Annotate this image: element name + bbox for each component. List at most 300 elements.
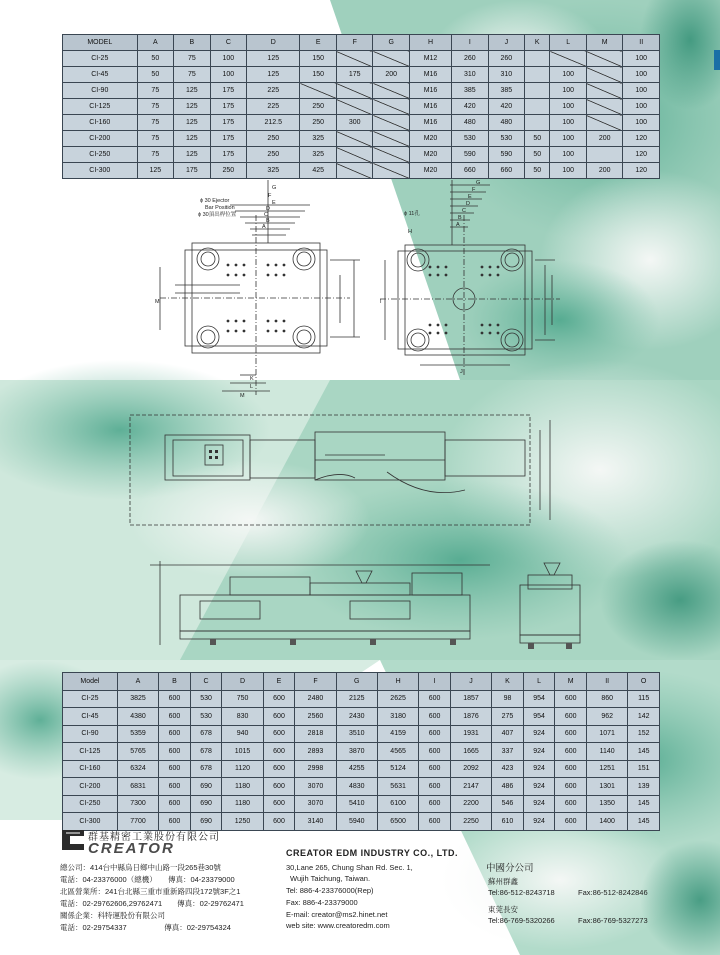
table-cell: 250 — [300, 99, 337, 115]
table-cell: CI-25 — [63, 51, 138, 67]
table-row — [63, 51, 660, 67]
table-cell — [336, 99, 373, 115]
table-cell: 100 — [623, 99, 660, 115]
table-cell: 100 — [623, 51, 660, 67]
table-cell: 75 — [137, 83, 174, 99]
table-cell: CI-300 — [63, 813, 118, 831]
table-cell: 260 — [488, 51, 525, 67]
en-fax: Fax: 886-4-23379000 — [286, 898, 358, 907]
table-cell: 200 — [586, 131, 623, 147]
table-cell: 546 — [492, 795, 524, 813]
table-row — [63, 778, 660, 796]
table-cell: 125 — [174, 147, 211, 163]
table-row — [63, 67, 660, 83]
table-cell: 120 — [623, 147, 660, 163]
table-cell: 6500 — [377, 813, 418, 831]
table-cell — [525, 67, 550, 83]
tw-address-line: 電話：02-29762606,29762471 傳真：02-29762471 — [60, 899, 244, 908]
column-header: J — [450, 673, 491, 691]
company-logo-text: CREATOR — [88, 840, 175, 857]
table-cell: 600 — [555, 725, 587, 743]
table-cell: 6831 — [117, 778, 158, 796]
column-header: F — [295, 673, 336, 691]
table-cell: 678 — [190, 760, 222, 778]
table-cell: CI-200 — [63, 778, 118, 796]
column-header: O — [628, 673, 660, 691]
table-cell — [373, 51, 410, 67]
table-cell: CI-45 — [63, 67, 138, 83]
table-cell: 600 — [555, 690, 587, 708]
tw-address-line: 電話：04-23376000（總機） 傳真：04-23379000 — [60, 875, 235, 884]
column-header: G — [336, 673, 377, 691]
svg-text:C: C — [264, 212, 268, 218]
table-cell — [336, 83, 373, 99]
table-cell: 425 — [300, 163, 337, 179]
table-cell: 325 — [300, 147, 337, 163]
svg-text:H: H — [408, 229, 412, 235]
table-cell — [586, 67, 623, 83]
table-cell: 75 — [137, 115, 174, 131]
table-cell: 5410 — [336, 795, 377, 813]
table-cell: 120 — [623, 163, 660, 179]
column-header: E — [263, 673, 295, 691]
table-cell: 100 — [550, 67, 587, 83]
table-row — [63, 760, 660, 778]
column-header: B — [174, 35, 211, 51]
table-cell: 486 — [492, 778, 524, 796]
column-header: II — [623, 35, 660, 51]
suzhou-branch: 蘇州群鑫 — [488, 877, 518, 886]
table-cell: 2480 — [295, 690, 336, 708]
column-header: K — [492, 673, 524, 691]
table-cell — [586, 83, 623, 99]
table-cell: 600 — [555, 760, 587, 778]
table-cell: 690 — [190, 813, 222, 831]
column-header: L — [523, 673, 555, 691]
table-cell: 600 — [159, 708, 191, 726]
column-header: D — [222, 673, 263, 691]
table-cell: 2893 — [295, 743, 336, 761]
table-cell: 3070 — [295, 795, 336, 813]
svg-text:M: M — [155, 299, 160, 305]
table-cell: 1400 — [587, 813, 628, 831]
table-cell: 7700 — [117, 813, 158, 831]
table-cell: 924 — [523, 813, 555, 831]
svg-text:A: A — [262, 224, 266, 230]
table-cell: 600 — [419, 760, 451, 778]
table-cell: 175 — [210, 131, 247, 147]
table-cell: 860 — [587, 690, 628, 708]
table-cell: 115 — [628, 690, 660, 708]
table-cell: 100 — [210, 51, 247, 67]
table-cell: 480 — [452, 115, 489, 131]
table-cell: 480 — [488, 115, 525, 131]
table-cell: 600 — [419, 708, 451, 726]
table-cell: 600 — [159, 690, 191, 708]
table-cell: 4380 — [117, 708, 158, 726]
table-cell: 125 — [247, 51, 300, 67]
svg-text:D: D — [266, 206, 270, 212]
machine-top-view — [125, 410, 565, 530]
ejector-label-en: ϕ 30 Ejector — [200, 198, 230, 204]
table-cell: 660 — [452, 163, 489, 179]
table-cell: 600 — [555, 795, 587, 813]
table-row — [63, 99, 660, 115]
table-cell: CI-90 — [63, 725, 118, 743]
table-cell: 7300 — [117, 795, 158, 813]
table-cell: 150 — [300, 51, 337, 67]
table-cell — [336, 51, 373, 67]
table-cell: CI-160 — [63, 760, 118, 778]
machine-dimension-table — [62, 672, 660, 831]
table-cell: 1120 — [222, 760, 263, 778]
table-cell — [550, 51, 587, 67]
table-cell: 407 — [492, 725, 524, 743]
dongguan-branch: 東莞長安 — [488, 905, 518, 914]
table-cell: 678 — [190, 743, 222, 761]
table-cell: 3070 — [295, 778, 336, 796]
table-row — [63, 725, 660, 743]
table-row — [63, 690, 660, 708]
table-cell: 145 — [628, 813, 660, 831]
table-cell: 1140 — [587, 743, 628, 761]
table-cell: 5631 — [377, 778, 418, 796]
table-cell: 4159 — [377, 725, 418, 743]
column-header: C — [210, 35, 247, 51]
table-cell: 420 — [488, 99, 525, 115]
table-cell — [525, 83, 550, 99]
company-name-en: CREATOR EDM INDUSTRY CO., LTD. — [286, 848, 459, 858]
table-cell: 225 — [247, 99, 300, 115]
table-cell: 1251 — [587, 760, 628, 778]
table-row — [63, 708, 660, 726]
table-cell — [586, 115, 623, 131]
table-cell: 600 — [263, 708, 295, 726]
table-cell: 50 — [137, 67, 174, 83]
table-cell: 2818 — [295, 725, 336, 743]
table-cell: 2200 — [450, 795, 491, 813]
table-cell: 530 — [488, 131, 525, 147]
suzhou-fax: Fax:86-512-8242846 — [578, 888, 648, 897]
table-row — [63, 83, 660, 99]
table-cell: 175 — [210, 99, 247, 115]
table-cell: 100 — [550, 147, 587, 163]
table-cell: 1350 — [587, 795, 628, 813]
column-header: F — [336, 35, 373, 51]
table-cell: CI-200 — [63, 131, 138, 147]
table-cell — [586, 51, 623, 67]
table-cell: 250 — [210, 163, 247, 179]
svg-text:G: G — [272, 185, 277, 191]
table-cell: 2092 — [450, 760, 491, 778]
svg-text:E: E — [468, 194, 472, 200]
table-cell: 50 — [137, 51, 174, 67]
table-cell: 100 — [550, 115, 587, 131]
en-phone: Tel: 886-4-23376000(Rep) — [286, 886, 374, 895]
table-cell: 100 — [550, 83, 587, 99]
table-cell: 125 — [174, 115, 211, 131]
svg-text:F: F — [268, 193, 272, 199]
table-cell: 325 — [300, 131, 337, 147]
mold-platen-spec-table — [62, 34, 660, 179]
column-header: H — [409, 35, 451, 51]
table-cell: 2147 — [450, 778, 491, 796]
table-header-row — [63, 673, 660, 691]
table-cell: 260 — [452, 51, 489, 67]
company-logo-icon — [58, 828, 88, 852]
table-cell: 2625 — [377, 690, 418, 708]
table-cell: 940 — [222, 725, 263, 743]
table-cell: 142 — [628, 708, 660, 726]
table-cell — [373, 115, 410, 131]
table-cell: 1071 — [587, 725, 628, 743]
table-cell — [373, 99, 410, 115]
column-header: C — [190, 673, 222, 691]
company-name-zh: 群基精密工業股份有限公司 — [88, 832, 220, 843]
table-cell: 600 — [263, 795, 295, 813]
platen-drawings — [140, 175, 580, 400]
table-cell: 530 — [452, 131, 489, 147]
column-header: M — [555, 673, 587, 691]
table-cell: M16 — [409, 115, 451, 131]
svg-text:B: B — [266, 218, 270, 224]
table-cell: 75 — [137, 147, 174, 163]
table-cell: CI-250 — [63, 147, 138, 163]
table-cell: 610 — [492, 813, 524, 831]
table-cell — [336, 131, 373, 147]
table-cell: 600 — [555, 813, 587, 831]
table-cell: 50 — [525, 163, 550, 179]
table-cell: 100 — [550, 163, 587, 179]
table-cell: 590 — [452, 147, 489, 163]
column-header: L — [550, 35, 587, 51]
table-cell: 5940 — [336, 813, 377, 831]
table-cell — [525, 115, 550, 131]
table-cell: 125 — [174, 83, 211, 99]
tw-address-line: 關係企業：科特運股份有限公司 — [60, 911, 165, 920]
table-row — [63, 115, 660, 131]
table-cell: 690 — [190, 778, 222, 796]
table-cell: 600 — [419, 690, 451, 708]
table-cell: 600 — [159, 760, 191, 778]
column-header: I — [452, 35, 489, 51]
table-cell: 145 — [628, 795, 660, 813]
table-cell: 3825 — [117, 690, 158, 708]
table-cell: 4565 — [377, 743, 418, 761]
machine-side-view — [150, 555, 600, 655]
table-cell: 100 — [550, 99, 587, 115]
table-cell: 600 — [419, 795, 451, 813]
table-cell: 250 — [247, 147, 300, 163]
table-cell: 600 — [159, 743, 191, 761]
table-cell: 423 — [492, 760, 524, 778]
tw-address-line: 電話：02-29754337 傳真：02-29754324 — [60, 923, 231, 932]
table-cell: 954 — [523, 690, 555, 708]
table-cell — [373, 83, 410, 99]
table-cell: 600 — [263, 743, 295, 761]
en-email: E-mail: creator@ms2.hinet.net — [286, 910, 388, 919]
table-cell: 600 — [555, 708, 587, 726]
tw-address-line: 北區營業所：241台北縣三重市重新路四段172號3F之1 — [60, 887, 241, 896]
table-cell: CI-125 — [63, 743, 118, 761]
table-cell: 125 — [174, 99, 211, 115]
table-cell: 139 — [628, 778, 660, 796]
column-header: J — [488, 35, 525, 51]
table-cell: 590 — [488, 147, 525, 163]
table-row — [63, 147, 660, 163]
table-cell: 830 — [222, 708, 263, 726]
table-cell — [373, 147, 410, 163]
table-cell: 5124 — [377, 760, 418, 778]
table-cell: CI-25 — [63, 690, 118, 708]
table-cell: 600 — [555, 778, 587, 796]
column-header: E — [300, 35, 337, 51]
table-cell: 1180 — [222, 778, 263, 796]
table-cell: 1665 — [450, 743, 491, 761]
table-cell: 200 — [586, 163, 623, 179]
table-cell: 100 — [210, 67, 247, 83]
table-cell: 212.5 — [247, 115, 300, 131]
table-cell: 75 — [137, 131, 174, 147]
table-cell: 750 — [222, 690, 263, 708]
column-header: D — [247, 35, 300, 51]
table-cell: 2430 — [336, 708, 377, 726]
table-cell: 385 — [452, 83, 489, 99]
table-cell: M20 — [409, 163, 451, 179]
column-header: MODEL — [63, 35, 138, 51]
table-cell: 600 — [419, 725, 451, 743]
table-cell: M12 — [409, 51, 451, 67]
table-cell: 100 — [623, 115, 660, 131]
table-cell: 2560 — [295, 708, 336, 726]
table-cell: 924 — [523, 743, 555, 761]
table-cell: 3870 — [336, 743, 377, 761]
table-cell: 1301 — [587, 778, 628, 796]
en-address-line: Wujih Taichung, Taiwan. — [290, 874, 371, 883]
table-cell: 4830 — [336, 778, 377, 796]
table-cell: CI-160 — [63, 115, 138, 131]
table-cell: 151 — [628, 760, 660, 778]
table-cell: 600 — [263, 725, 295, 743]
table-cell: 954 — [523, 708, 555, 726]
table-cell: 3140 — [295, 813, 336, 831]
table-cell — [586, 99, 623, 115]
svg-text:C: C — [462, 208, 466, 214]
column-header: A — [117, 673, 158, 691]
table-cell: 924 — [523, 778, 555, 796]
table-cell: 600 — [159, 725, 191, 743]
column-header: II — [587, 673, 628, 691]
table-row — [63, 131, 660, 147]
table-cell: 600 — [419, 743, 451, 761]
table-header-row — [63, 35, 660, 51]
table-cell: 125 — [247, 67, 300, 83]
table-cell: 600 — [263, 813, 295, 831]
table-cell: 175 — [336, 67, 373, 83]
table-cell: 690 — [190, 795, 222, 813]
table-row — [63, 795, 660, 813]
table-cell — [525, 99, 550, 115]
svg-text:G: G — [476, 180, 481, 186]
table-cell: 100 — [550, 131, 587, 147]
table-cell: 1250 — [222, 813, 263, 831]
tw-address-line: 總公司：414台中縣烏日鄉中山路一段265巷30號 — [60, 863, 221, 872]
svg-text:B: B — [458, 215, 462, 221]
table-cell: M16 — [409, 83, 451, 99]
table-cell: 600 — [555, 743, 587, 761]
hole-label: ϕ 11孔 — [404, 211, 420, 217]
table-cell: 250 — [247, 131, 300, 147]
table-cell: 175 — [210, 83, 247, 99]
table-cell: M20 — [409, 147, 451, 163]
table-cell: 310 — [452, 67, 489, 83]
table-cell: CI-45 — [63, 708, 118, 726]
table-cell: 120 — [623, 131, 660, 147]
table-cell: 152 — [628, 725, 660, 743]
table-cell: 600 — [263, 778, 295, 796]
table-cell: CI-300 — [63, 163, 138, 179]
svg-text:F: F — [472, 187, 476, 193]
svg-text:M: M — [240, 393, 245, 399]
table-cell: 5765 — [117, 743, 158, 761]
table-cell: 1931 — [450, 725, 491, 743]
table-cell: 200 — [373, 67, 410, 83]
table-cell: 337 — [492, 743, 524, 761]
svg-text:D: D — [466, 201, 470, 207]
table-cell: 50 — [525, 147, 550, 163]
en-website: web site: www.creatoredm.com — [286, 921, 390, 930]
table-cell: 175 — [210, 115, 247, 131]
table-cell: 962 — [587, 708, 628, 726]
table-cell: 924 — [523, 760, 555, 778]
table-cell: 600 — [419, 813, 451, 831]
table-cell: 530 — [190, 690, 222, 708]
table-cell: 300 — [336, 115, 373, 131]
table-cell: 6100 — [377, 795, 418, 813]
table-cell: CI-125 — [63, 99, 138, 115]
table-cell: 75 — [174, 51, 211, 67]
table-cell: 4255 — [336, 760, 377, 778]
table-cell: M16 — [409, 67, 451, 83]
table-cell: 600 — [263, 760, 295, 778]
column-header: G — [373, 35, 410, 51]
dongguan-fax: Fax:86-769-5327273 — [578, 916, 648, 925]
table-cell: 420 — [452, 99, 489, 115]
table-cell: 1015 — [222, 743, 263, 761]
table-cell: 1876 — [450, 708, 491, 726]
en-address-line: 30,Lane 265, Chung Shan Rd. Sec. 1, — [286, 863, 413, 872]
table-cell: 325 — [247, 163, 300, 179]
table-cell: 98 — [492, 690, 524, 708]
table-cell: 2250 — [450, 813, 491, 831]
column-header: I — [419, 673, 451, 691]
table-cell: 600 — [419, 778, 451, 796]
svg-text:E: E — [272, 200, 276, 206]
ejector-label-zh: ϕ 30頂出桿位置 — [198, 212, 237, 218]
column-header: B — [159, 673, 191, 691]
svg-text:I: I — [380, 299, 382, 305]
table-cell: 924 — [523, 795, 555, 813]
table-cell — [525, 51, 550, 67]
column-header: K — [525, 35, 550, 51]
table-cell: 924 — [523, 725, 555, 743]
table-cell: 2998 — [295, 760, 336, 778]
table-cell: 660 — [488, 163, 525, 179]
table-cell: M16 — [409, 99, 451, 115]
table-cell: 6324 — [117, 760, 158, 778]
column-header: Model — [63, 673, 118, 691]
table-cell: 600 — [159, 795, 191, 813]
